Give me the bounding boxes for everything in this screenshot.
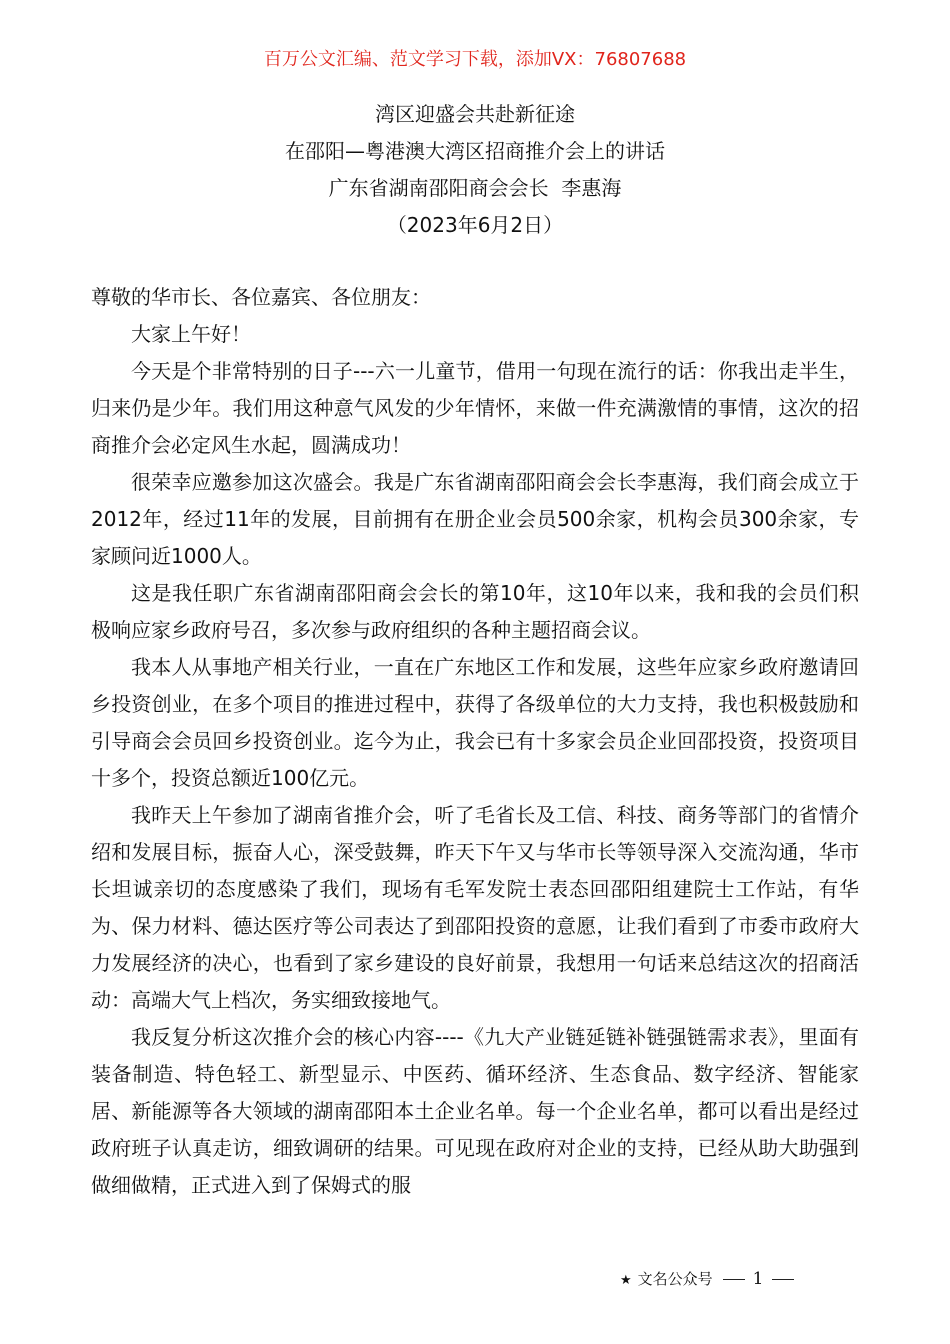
paragraph: 很荣幸应邀参加这次盛会。我是广东省湖南邵阳商会会长李惠海，我们商会成立于2012年，经过11年的发展，目前拥有在册企业会员500余家，机构会员300余家，专家顾问近1000人。	[91, 470, 859, 568]
paragraph: 今天是个非常特别的日子---六一儿童节，借用一句现在流行的话：你我出走半生，归来仍是少年。我们用这种意气风发的少年情怀，来做一件充满激情的事情，这次的招商推介会必定风生水起，圆满成功！	[91, 359, 859, 457]
paragraph: 这是我任职广东省湖南邵阳商会会长的第10年，这10年以来，我和我的会员们积极响应家乡政府号召，多次参与政府组织的各种主题招商会议。	[91, 581, 859, 642]
speaker-line: 广东省湖南邵阳商会会长 李惠海	[328, 176, 622, 200]
page-footer	[620, 1266, 860, 1292]
speech-title: 湾区迎盛会共赴新征途	[375, 102, 575, 126]
speech-subtitle: 在邵阳—粤港澳大湾区招商推介会上的讲话	[285, 139, 665, 163]
footer-label: 文名公众号	[637, 1270, 713, 1288]
promo-banner: 百万公文汇编、范文学习下载，添加VX：76807688	[263, 49, 687, 70]
paragraph: 我反复分析这次推介会的核心内容----《九大产业链延链补链强链需求表》，里面有装备制造、特色轻工、新型显示、中医药、循环经济、生态食品、数字经济、智能家居、新能源等各大领域的湖南邵阳本土企业名单。每一个企业名单，都可以看出是经过政府班子认真走访，细致调研的结果。可见现在政府对企业的支持，已经从助大助强到做细做精，正式进入到了保姆式的服	[91, 1025, 859, 1197]
footer-dash-right	[772, 1279, 794, 1280]
paragraph: 我昨天上午参加了湖南省推介会，听了毛省长及工信、科技、商务等部门的省情介绍和发展目标，振奋人心，深受鼓舞，昨天下午又与华市长等领导深入交流沟通，华市长坦诚亲切的态度感染了我们，现场有毛军发院士表态回邵阳组建院士工作站，有华为、保力材料、德达医疗等公司表达了到邵阳投资的意愿，让我们看到了市委市政府大力发展经济的决心，也看到了家乡建设的良好前景，我想用一句话来总结这次的招商活动：高端大气上档次，务实细致接地气。	[91, 803, 859, 1012]
speech-header	[0, 96, 950, 244]
speech-date: （2023年6月2日）	[386, 213, 564, 237]
page-number: 1	[752, 1269, 764, 1289]
salutation: 尊敬的华市长、各位嘉宾、各位朋友：	[91, 285, 431, 309]
speech-body	[91, 279, 859, 1204]
footer-dash-left	[723, 1279, 745, 1280]
paragraph: 我本人从事地产相关行业，一直在广东地区工作和发展，这些年应家乡政府邀请回乡投资创业，在多个项目的推进过程中，获得了各级单位的大力支持，我也积极鼓励和引导商会会员回乡投资创业。迄今为止，我会已有十多家会员企业回邵投资，投资项目十多个，投资总额近100亿元。	[91, 655, 859, 790]
paragraph: 大家上午好！	[131, 322, 251, 346]
star-icon: ★	[620, 1273, 632, 1288]
